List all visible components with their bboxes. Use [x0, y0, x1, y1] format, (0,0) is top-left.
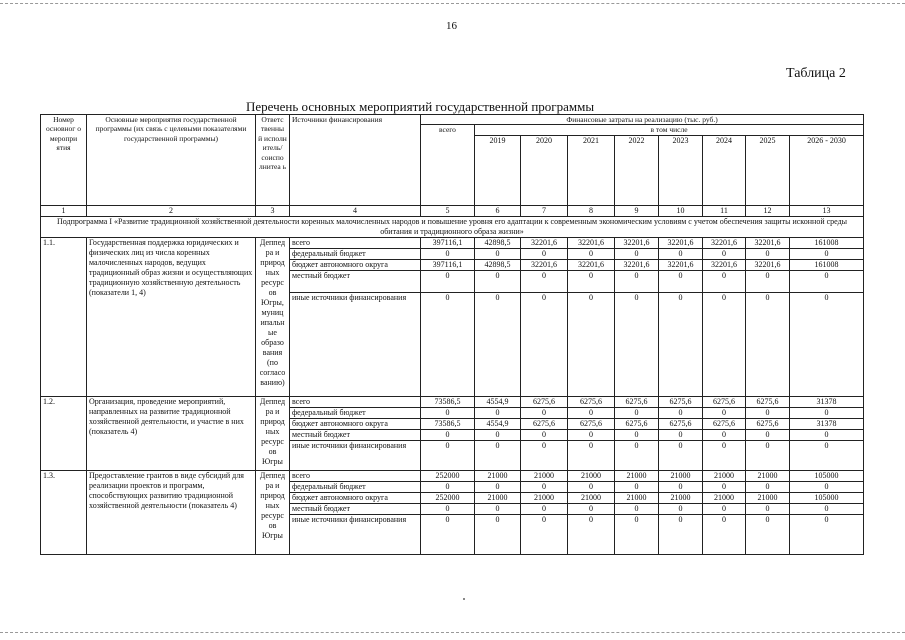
funding-value: 6275,6 [703, 418, 746, 429]
funding-value: 161008 [790, 237, 864, 248]
funding-value: 32201,6 [615, 259, 659, 270]
scan-speck [463, 598, 465, 600]
funding-value: 21000 [746, 492, 790, 503]
funding-source: бюджет автономного округа [290, 259, 421, 270]
funding-value: 0 [521, 248, 568, 259]
funding-value: 252000 [421, 470, 475, 481]
funding-value: 0 [615, 429, 659, 440]
funding-value: 0 [659, 429, 703, 440]
funding-source: федеральный бюджет [290, 407, 421, 418]
funding-source: бюджет автономного округа [290, 492, 421, 503]
funding-value: 0 [475, 429, 521, 440]
funding-value: 0 [568, 292, 615, 396]
funding-value: 21000 [475, 492, 521, 503]
header-col-total: всего [421, 125, 475, 205]
funding-value: 0 [790, 407, 864, 418]
funding-value: 4554,9 [475, 396, 521, 407]
funding-value: 21000 [568, 492, 615, 503]
funding-value: 161008 [790, 259, 864, 270]
funding-value: 32201,6 [746, 259, 790, 270]
funding-value: 0 [615, 270, 659, 292]
funding-value: 0 [703, 292, 746, 396]
funding-value: 0 [790, 481, 864, 492]
funding-value: 397116,1 [421, 237, 475, 248]
funding-value: 0 [568, 407, 615, 418]
funding-value: 0 [746, 248, 790, 259]
funding-value: 0 [421, 407, 475, 418]
funding-value: 397116,1 [421, 259, 475, 270]
funding-value: 0 [568, 440, 615, 470]
funding-value: 105000 [790, 470, 864, 481]
funding-value: 0 [475, 503, 521, 514]
header-col-responsible: Ответс твенны й исполн итель/ соиспо лнитеа ь [256, 115, 290, 206]
funding-value: 0 [746, 429, 790, 440]
funding-value: 0 [521, 270, 568, 292]
funding-value: 32201,6 [568, 237, 615, 248]
funding-value: 0 [568, 503, 615, 514]
funding-value: 0 [703, 248, 746, 259]
funding-value: 0 [615, 503, 659, 514]
header-col-activity: Основные мероприятия государственной программы (их связь с целевыми показателями государственной программы) [87, 115, 256, 206]
funding-value: 21000 [521, 492, 568, 503]
funding-source: всего [290, 470, 421, 481]
column-number-9: 9 [615, 205, 659, 216]
header-year-6: 2024 [703, 135, 746, 205]
funding-value: 0 [790, 270, 864, 292]
funding-value: 0 [521, 514, 568, 554]
column-number-12: 12 [746, 205, 790, 216]
funding-source: всего [290, 237, 421, 248]
funding-value: 0 [659, 407, 703, 418]
column-number-2: 2 [87, 205, 256, 216]
funding-value: 6275,6 [746, 418, 790, 429]
funding-value: 6275,6 [615, 396, 659, 407]
activities-table [40, 114, 864, 555]
top-scan-edge [0, 3, 905, 4]
funding-value: 73586,5 [421, 418, 475, 429]
activity-name: Государственная поддержка юридических и физических лиц из числа коренных малочисленных народов, ведущих традиционный образ жизни и осуществляющих традиционную хозяйственную деятельность (показатели 1, 4) [87, 237, 256, 396]
header-year-4: 2022 [615, 135, 659, 205]
activity-number: 1.1. [41, 237, 87, 396]
funding-value: 0 [703, 429, 746, 440]
funding-value: 21000 [615, 492, 659, 503]
funding-value: 32201,6 [659, 259, 703, 270]
column-number-1: 1 [41, 205, 87, 216]
funding-value: 0 [521, 503, 568, 514]
funding-value: 0 [790, 514, 864, 554]
column-number-6: 6 [475, 205, 521, 216]
funding-value: 0 [521, 429, 568, 440]
funding-value: 73586,5 [421, 396, 475, 407]
funding-value: 0 [746, 440, 790, 470]
document-title: Перечень основных мероприятий государственной программы [246, 99, 595, 114]
funding-value: 0 [746, 292, 790, 396]
funding-source: иные источники финансирования [290, 514, 421, 554]
funding-value: 0 [568, 514, 615, 554]
funding-value: 42898,5 [475, 237, 521, 248]
funding-value: 4554,9 [475, 418, 521, 429]
funding-value: 32201,6 [746, 237, 790, 248]
funding-value: 0 [746, 514, 790, 554]
activity-name: Организация, проведение мероприятий, направленных на развитие традиционной хозяйственной деятельности, и участие в них (показатель 4) [87, 396, 256, 470]
funding-value: 0 [568, 270, 615, 292]
funding-value: 32201,6 [703, 237, 746, 248]
funding-value: 0 [568, 248, 615, 259]
funding-value: 32201,6 [659, 237, 703, 248]
funding-value: 0 [421, 481, 475, 492]
funding-value: 0 [790, 503, 864, 514]
funding-value: 0 [703, 270, 746, 292]
funding-value: 0 [421, 440, 475, 470]
table-row [41, 237, 864, 248]
activity-responsible: Деппед ра и природ ных ресурс ов Югры [256, 470, 290, 554]
funding-value: 21000 [475, 470, 521, 481]
funding-value: 32201,6 [568, 259, 615, 270]
column-number-11: 11 [703, 205, 746, 216]
funding-value: 6275,6 [746, 396, 790, 407]
column-number-4: 4 [290, 205, 421, 216]
column-number-10: 10 [659, 205, 703, 216]
funding-value: 0 [521, 481, 568, 492]
funding-value: 0 [703, 481, 746, 492]
column-number-3: 3 [256, 205, 290, 216]
funding-value: 0 [703, 440, 746, 470]
funding-value: 0 [521, 407, 568, 418]
funding-value: 32201,6 [615, 237, 659, 248]
header-col-number: Номер основног о меропри ятия [41, 115, 87, 206]
funding-value: 6275,6 [568, 418, 615, 429]
column-number-8: 8 [568, 205, 615, 216]
funding-value: 0 [421, 292, 475, 396]
bottom-scan-edge [0, 632, 905, 633]
funding-value: 0 [790, 429, 864, 440]
funding-value: 6275,6 [521, 418, 568, 429]
funding-value: 6275,6 [521, 396, 568, 407]
header-year-7: 2025 [746, 135, 790, 205]
funding-value: 21000 [746, 470, 790, 481]
funding-value: 0 [615, 248, 659, 259]
funding-value: 0 [790, 292, 864, 396]
funding-value: 0 [568, 429, 615, 440]
funding-value: 0 [475, 481, 521, 492]
funding-value: 105000 [790, 492, 864, 503]
funding-value: 31378 [790, 418, 864, 429]
funding-value: 32201,6 [703, 259, 746, 270]
funding-source: иные источники финансирования [290, 440, 421, 470]
column-numbers-row [41, 205, 864, 216]
funding-value: 0 [475, 270, 521, 292]
funding-value: 0 [421, 514, 475, 554]
activity-responsible: Деппед ра и природ ных ресурс ов Югры [256, 396, 290, 470]
header-year-8: 2026 - 2030 [790, 135, 864, 205]
funding-value: 6275,6 [659, 418, 703, 429]
funding-value: 6275,6 [703, 396, 746, 407]
header-col-including: в том числе [475, 125, 864, 135]
page-number: 16 [446, 20, 457, 32]
funding-value: 21000 [521, 470, 568, 481]
funding-value: 0 [615, 292, 659, 396]
funding-value: 0 [475, 514, 521, 554]
funding-value: 0 [659, 503, 703, 514]
funding-value: 0 [746, 503, 790, 514]
funding-source: бюджет автономного округа [290, 418, 421, 429]
funding-source: местный бюджет [290, 270, 421, 292]
activity-name: Предоставление грантов в виде субсидий для реализации проектов и программ, способствующих развитию традиционной хозяйственной деятельности (показатель 4) [87, 470, 256, 554]
header-col-source: Источники финансирования [290, 115, 421, 206]
funding-source: местный бюджет [290, 429, 421, 440]
funding-value: 0 [790, 248, 864, 259]
funding-value: 0 [703, 407, 746, 418]
funding-value: 0 [746, 481, 790, 492]
funding-value: 0 [746, 270, 790, 292]
funding-value: 21000 [568, 470, 615, 481]
column-number-7: 7 [521, 205, 568, 216]
funding-source: федеральный бюджет [290, 248, 421, 259]
funding-source: федеральный бюджет [290, 481, 421, 492]
funding-value: 0 [615, 440, 659, 470]
header-year-5: 2023 [659, 135, 703, 205]
funding-value: 0 [421, 270, 475, 292]
funding-value: 6275,6 [568, 396, 615, 407]
funding-value: 252000 [421, 492, 475, 503]
funding-value: 0 [521, 440, 568, 470]
funding-source: местный бюджет [290, 503, 421, 514]
subprogram-row [41, 216, 864, 237]
funding-value: 0 [475, 248, 521, 259]
funding-value: 6275,6 [615, 418, 659, 429]
activity-responsible: Деппед ра и природ ных ресурс ов Югры, муниц ипальн ые образо вания (по согласо ванию) [256, 237, 290, 396]
funding-value: 21000 [659, 492, 703, 503]
activity-number: 1.2. [41, 396, 87, 470]
funding-value: 21000 [659, 470, 703, 481]
funding-source: иные источники финансирования [290, 292, 421, 396]
funding-value: 0 [659, 248, 703, 259]
funding-value: 0 [475, 292, 521, 396]
funding-value: 6275,6 [659, 396, 703, 407]
funding-value: 0 [421, 429, 475, 440]
funding-value: 21000 [615, 470, 659, 481]
funding-value: 21000 [703, 492, 746, 503]
funding-value: 0 [703, 503, 746, 514]
funding-value: 31378 [790, 396, 864, 407]
funding-value: 0 [659, 270, 703, 292]
funding-value: 0 [746, 407, 790, 418]
subprogram-title: Подпрограмма I «Развитие традиционной хозяйственной деятельности коренных малочисленных народов и повышение уровня его адаптации к современным экономическим условиям с учетом обеспечения защиты исконной среды обитания и традиционного образа жизни» [41, 216, 864, 237]
table-label: Таблица 2 [786, 66, 846, 81]
header-row-1 [41, 115, 864, 125]
funding-value: 0 [615, 514, 659, 554]
column-number-13: 13 [790, 205, 864, 216]
funding-value: 0 [659, 514, 703, 554]
funding-value: 0 [521, 292, 568, 396]
funding-value: 0 [568, 481, 615, 492]
funding-value: 21000 [703, 470, 746, 481]
header-year-1: 2019 [475, 135, 521, 205]
funding-value: 0 [421, 248, 475, 259]
activity-number: 1.3. [41, 470, 87, 554]
funding-source: всего [290, 396, 421, 407]
funding-value: 0 [615, 407, 659, 418]
funding-value: 32201,6 [521, 259, 568, 270]
funding-value: 0 [659, 292, 703, 396]
funding-value: 0 [475, 407, 521, 418]
funding-value: 0 [790, 440, 864, 470]
table-body [41, 115, 864, 555]
table-row [41, 396, 864, 407]
funding-value: 0 [615, 481, 659, 492]
funding-value: 42898,5 [475, 259, 521, 270]
header-col-finance: Финансовые затраты на реализацию (тыс. руб.) [421, 115, 864, 125]
funding-value: 0 [475, 440, 521, 470]
header-year-3: 2021 [568, 135, 615, 205]
funding-value: 32201,6 [521, 237, 568, 248]
funding-value: 0 [659, 481, 703, 492]
funding-value: 0 [703, 514, 746, 554]
funding-value: 0 [659, 440, 703, 470]
funding-value: 0 [421, 503, 475, 514]
header-year-2: 2020 [521, 135, 568, 205]
table-row [41, 470, 864, 481]
column-number-5: 5 [421, 205, 475, 216]
